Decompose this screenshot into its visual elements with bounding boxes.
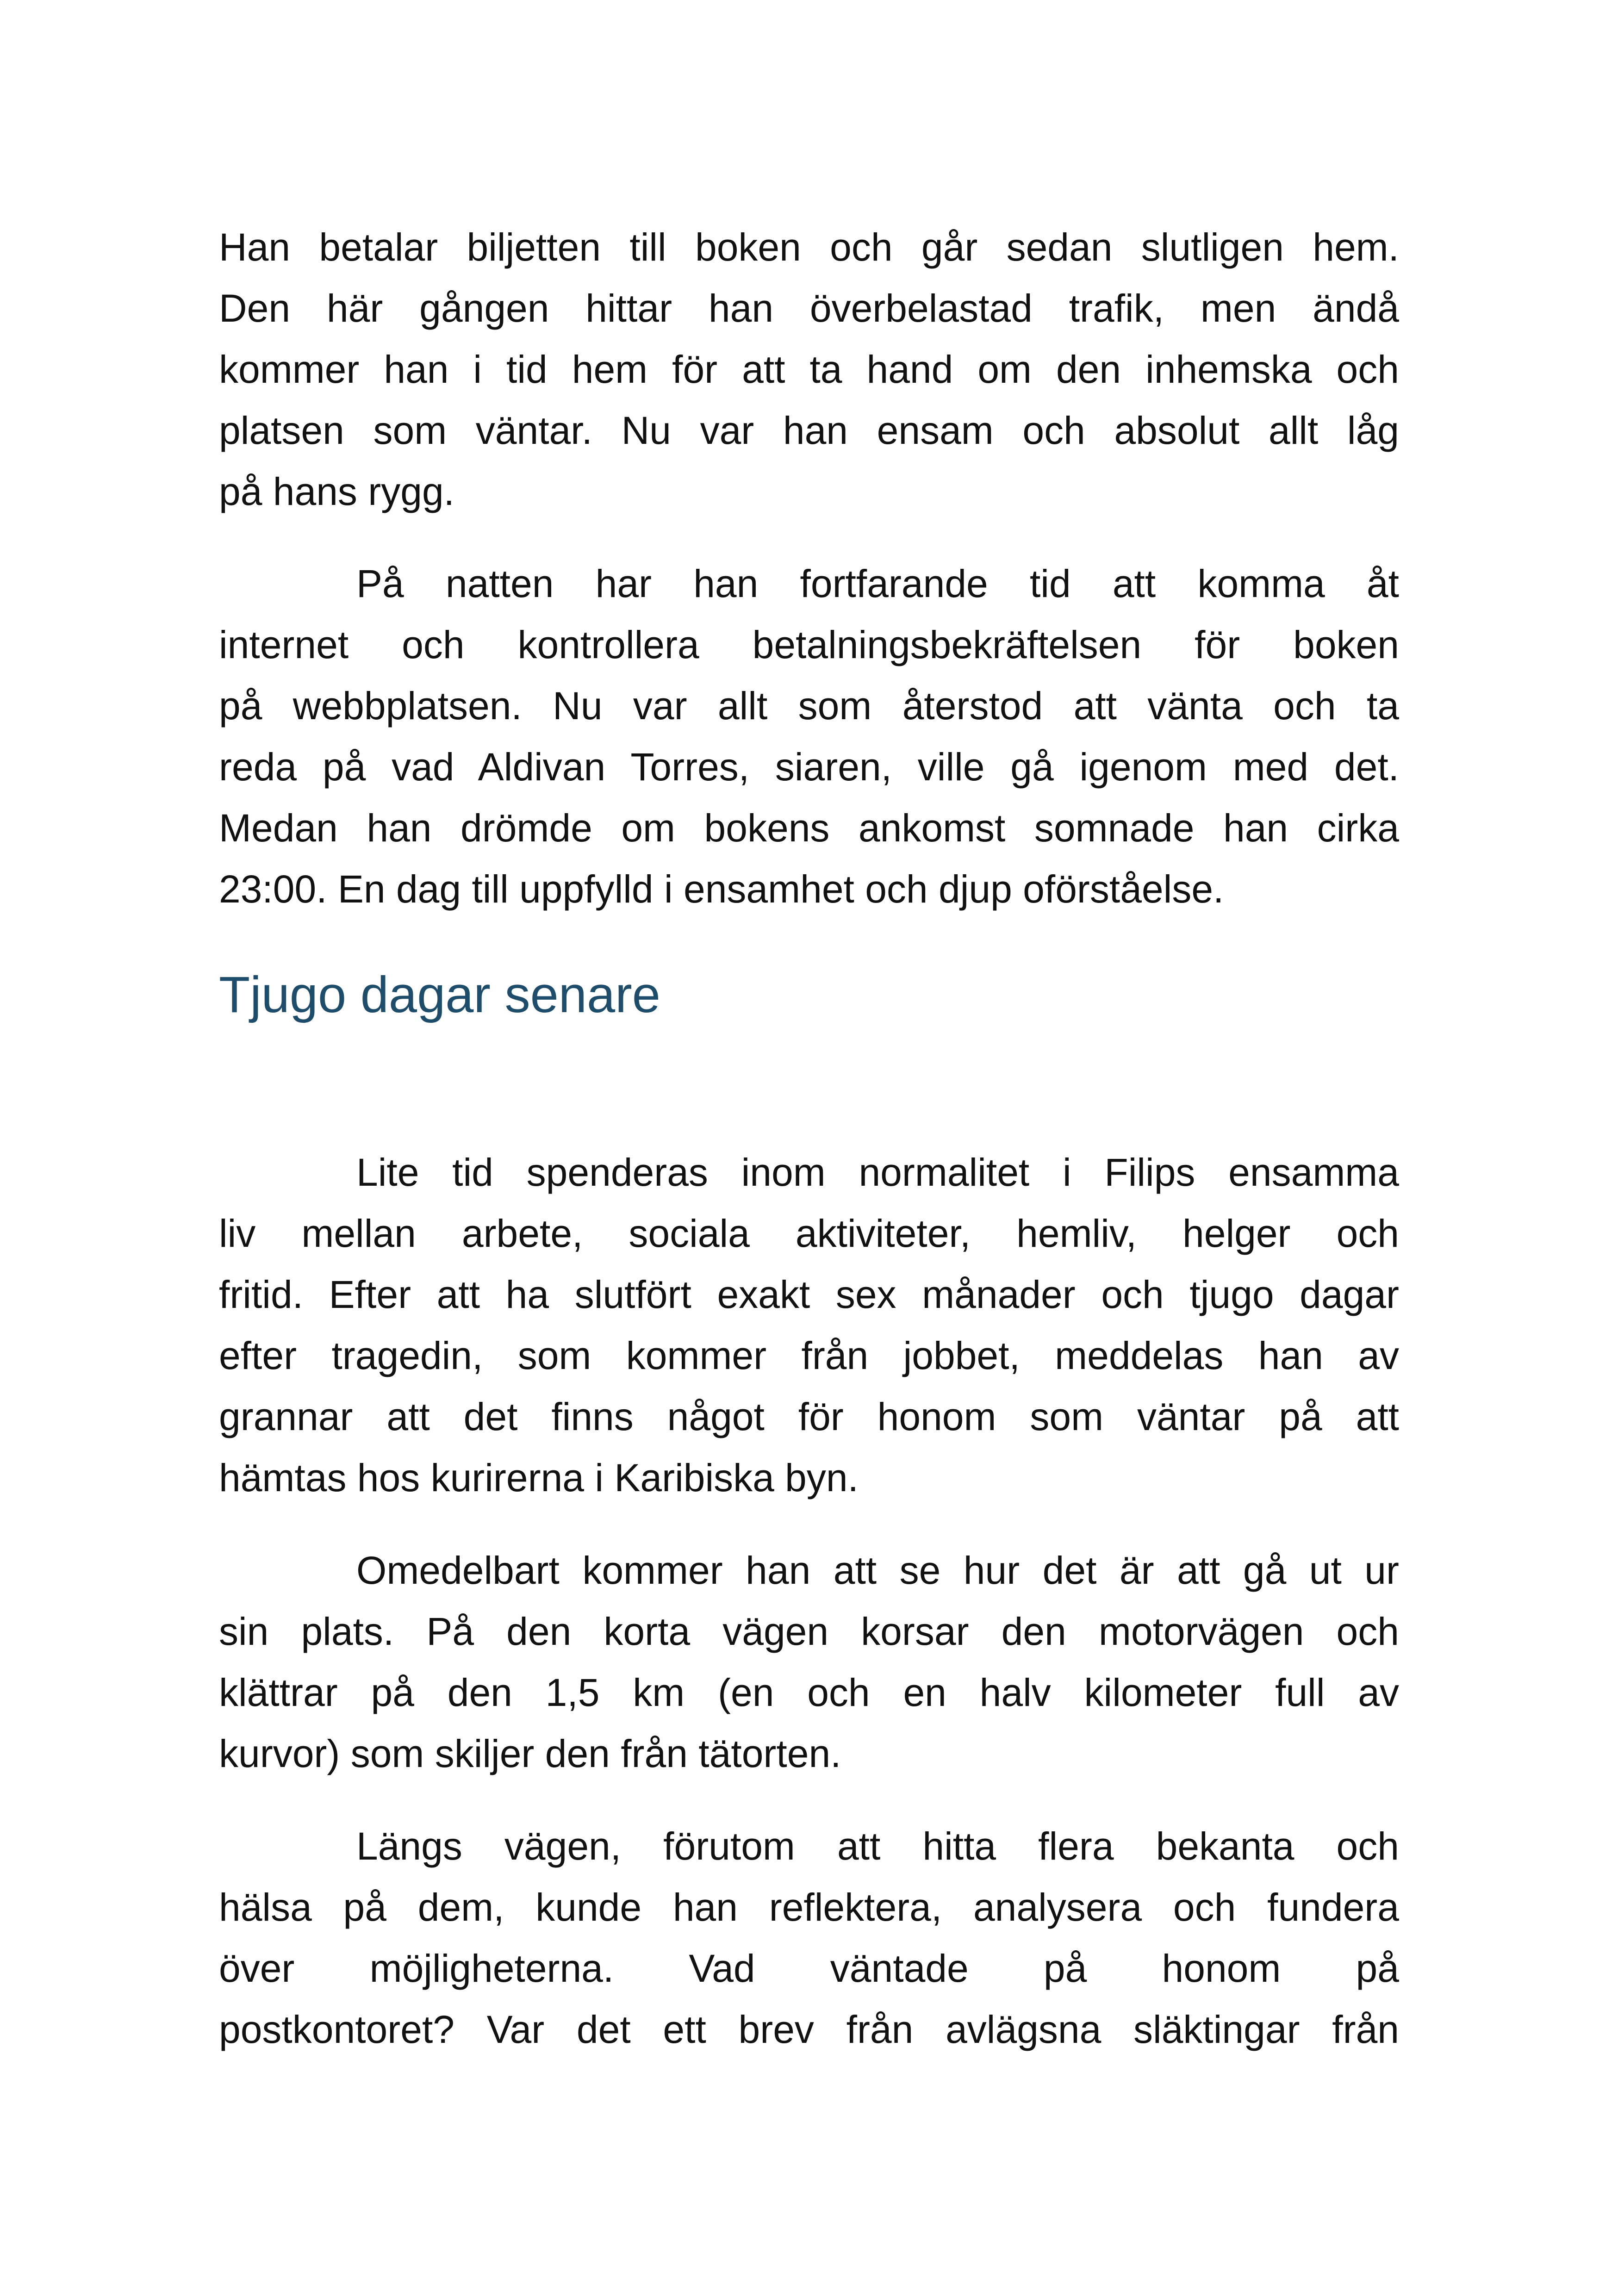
paragraph-line: fritid. Efter att ha slutfört exakt sex månader och tjugo dagar bbox=[219, 1273, 1399, 1316]
paragraph-line: över möjligheterna. Vad väntade på honom på bbox=[219, 1947, 1399, 1990]
paragraph-line: kurvor) som skiljer den från tätorten. bbox=[219, 1732, 841, 1775]
paragraph-line: sin plats. På den korta vägen korsar den motorvägen och bbox=[219, 1610, 1399, 1653]
paragraph-line: 23:00. En dag till uppfylld i ensamhet och djup oförståelse. bbox=[219, 867, 1224, 911]
paragraph-line: Lite tid spenderas inom normalitet i Filips ensamma bbox=[356, 1151, 1399, 1194]
paragraph-line: reda på vad Aldivan Torres, siaren, ville gå igenom med det. bbox=[219, 745, 1399, 789]
paragraph-line: Han betalar biljetten till boken och går sedan slutligen hem. bbox=[219, 225, 1399, 269]
paragraph-line: klättrar på den 1,5 km (en och en halv kilometer full av bbox=[219, 1671, 1399, 1714]
paragraph-line: hämtas hos kurirerna i Karibiska byn. bbox=[219, 1456, 859, 1500]
section-heading: Tjugo dagar senare bbox=[219, 966, 660, 1023]
paragraph-line: på webbplatsen. Nu var allt som återstod att vänta och ta bbox=[219, 684, 1399, 728]
paragraph-line: Längs vägen, förutom att hitta flera bekanta och bbox=[356, 1824, 1399, 1868]
paragraph-line: Medan han drömde om bokens ankomst somnade han cirka bbox=[219, 806, 1399, 850]
paragraph-line: hälsa på dem, kunde han reflektera, analysera och fundera bbox=[219, 1885, 1399, 1929]
paragraph-line: Den här gången hittar han överbelastad trafik, men ändå bbox=[219, 286, 1399, 330]
paragraph-line: liv mellan arbete, sociala aktiviteter, hemliv, helger och bbox=[219, 1212, 1399, 1255]
paragraph-line: på hans rygg. bbox=[219, 470, 455, 513]
paragraph-line: efter tragedin, som kommer från jobbet, meddelas han av bbox=[219, 1334, 1399, 1377]
paragraph-line: Omedelbart kommer han att se hur det är att gå ut ur bbox=[356, 1549, 1399, 1592]
paragraph-line: grannar att det finns något för honom som väntar på att bbox=[219, 1395, 1399, 1438]
paragraph-line: postkontoret? Var det ett brev från avlägsna släktingar från bbox=[219, 2008, 1399, 2051]
paragraph-line: På natten har han fortfarande tid att komma åt bbox=[356, 562, 1399, 605]
paragraph-line: kommer han i tid hem för att ta hand om den inhemska och bbox=[219, 348, 1399, 391]
paragraph-line: internet och kontrollera betalningsbekräftelsen för boken bbox=[219, 623, 1399, 666]
paragraph-line: platsen som väntar. Nu var han ensam och absolut allt låg bbox=[219, 409, 1399, 452]
